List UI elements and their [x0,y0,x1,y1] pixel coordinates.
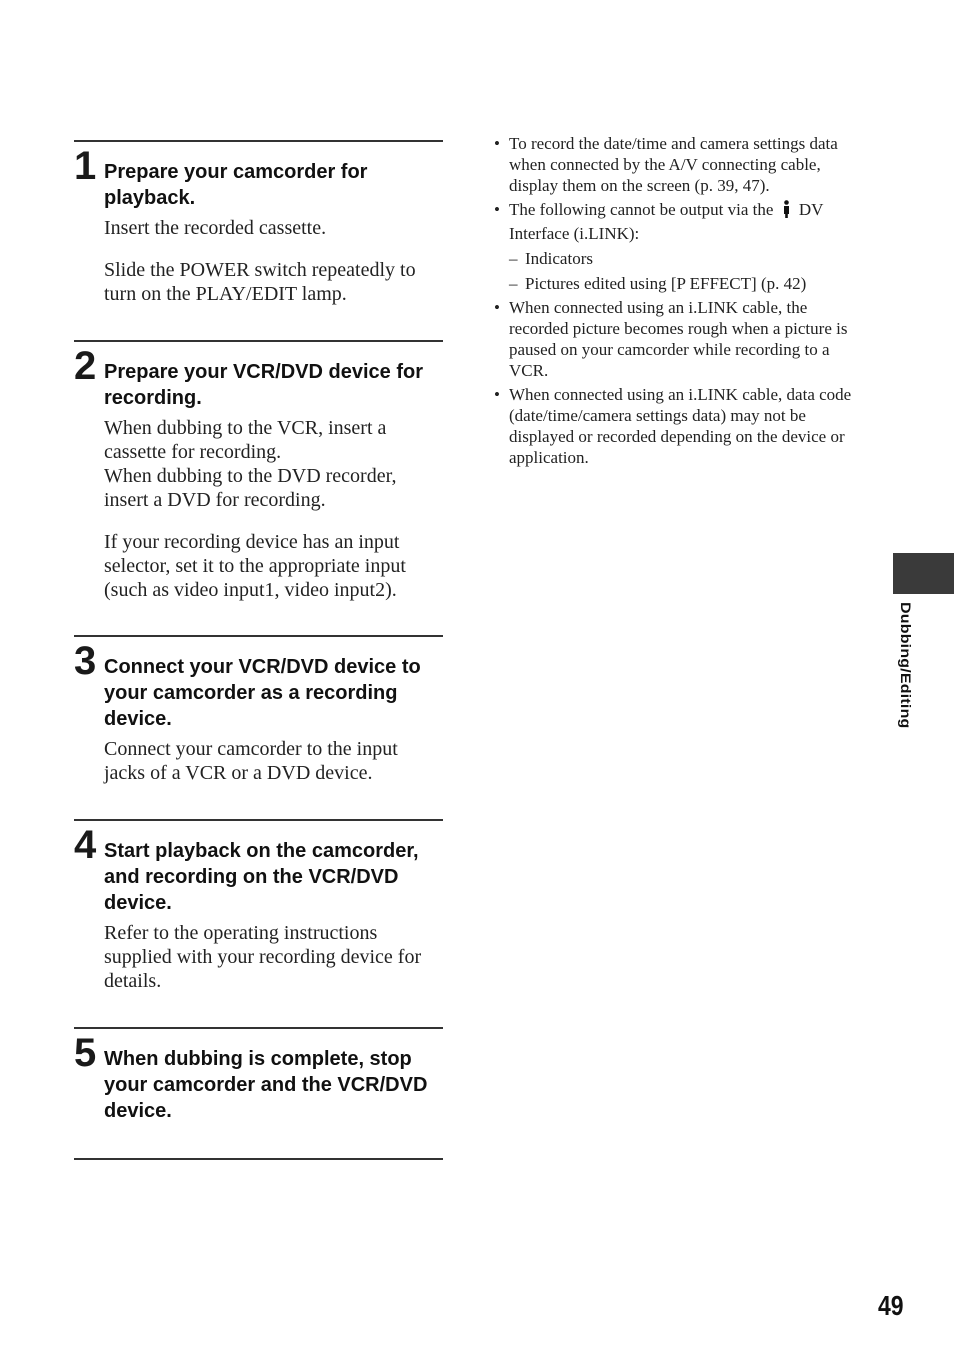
section-label: Dubbing/Editing [897,602,913,729]
note-text: The following cannot be output via the [509,200,774,219]
step-number: 4 [74,823,97,867]
step-number: 2 [74,344,97,388]
note-subitem-text: Indicators [525,249,593,268]
bullet: • [494,298,500,317]
note-text: DV Interface (i.LINK): [509,200,824,243]
note-subitem [494,248,864,269]
steps-column [74,140,443,1160]
bullet: • [494,200,500,219]
section-tab [893,553,954,594]
step-text: When dubbing to the VCR, insert a cassette for recording. [104,417,387,463]
step-text: Slide the POWER switch repeatedly to turn on the PLAY/EDIT lamp. [104,259,416,305]
step-1 [74,140,443,340]
step-text: Connect your camcorder to the input jacks of a VCR or a DVD device. [104,738,398,784]
note-item [494,133,864,196]
dash: – [509,249,518,268]
step-text: Insert the recorded cassette. [104,217,327,239]
step-title: When dubbing is complete, stop your camcorder and the VCR/DVD device. [104,1048,428,1122]
note-text: When connected using an i.LINK cable, data code (date/time/camera settings data) may not be displayed or recorded depending on the device or application. [509,385,852,467]
step-text: Refer to the operating instructions supplied with your recording device for details. [104,922,422,992]
bullet: • [494,134,500,153]
note-subitem [494,273,864,294]
step-title: Start playback on the camcorder, and recording on the VCR/DVD device. [104,840,419,914]
step-title: Connect your VCR/DVD device to your camcorder as a recording device. [104,656,421,730]
step-text: When dubbing to the DVD recorder, insert a DVD for recording. [104,465,397,511]
note-item [494,199,864,244]
step-title: Prepare your camcorder for playback. [104,161,368,209]
page-number: 49 [878,1290,904,1321]
step-3 [74,635,443,819]
step-4 [74,819,443,1027]
step-number: 5 [74,1031,97,1075]
step-text: If your recording device has an input selector, set it to the appropriate input (such as video input1, video input2). [104,531,406,601]
step-number: 3 [74,639,97,683]
step-number: 1 [74,144,97,188]
note-text: When connected using an i.LINK cable, the recorded picture becomes rough when a picture is paused on your camcorder while recording to a VCR. [509,298,848,380]
bottom-divider [74,1158,443,1160]
step-title: Prepare your VCR/DVD device for recording. [104,361,423,409]
notes-column [494,133,864,468]
note-text: To record the date/time and camera settings data when connected by the A/V connecting cable, display them on the screen (p. 39, 47). [509,134,838,195]
step-5 [74,1027,443,1158]
ilink-icon [782,200,791,223]
note-item [494,384,864,468]
note-subitem-text: Pictures edited using [P EFFECT] (p. 42) [525,274,807,293]
dash: – [509,274,518,293]
bullet: • [494,385,500,404]
note-item [494,297,864,381]
step-2 [74,340,443,635]
